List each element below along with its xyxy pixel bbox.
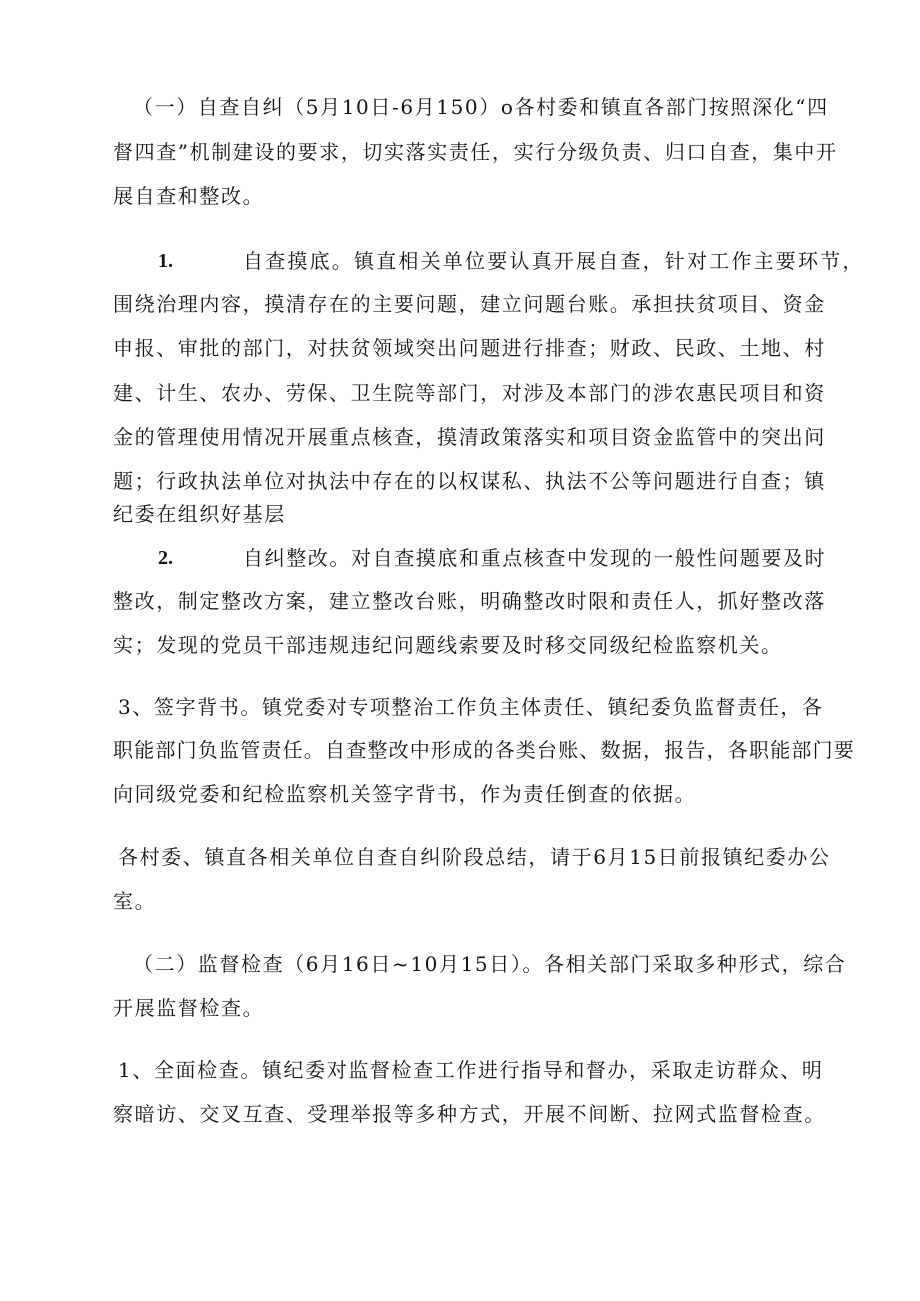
- item3-line-2: 职能部门负监管责任。自查整改中形成的各类台账、数据，报告，各职能部门要: [113, 738, 855, 762]
- section2-line-2: 开展监督检查。: [113, 996, 265, 1020]
- item1-line-1: 自查摸底。镇直相关单位要认真开展自查，针对工作主要环节，: [243, 249, 865, 273]
- summary-line-1: 各村委、镇直各相关单位自查自纠阶段总结，请于6月15日前报镇纪委办公: [118, 845, 831, 869]
- item1-number: 1.: [158, 250, 173, 272]
- section1-line-3: 展自查和整改。: [113, 184, 265, 208]
- item1-line-6: 题；行政执法单位对执法中存在的以权谋私、执法不公等问题进行自查；镇: [113, 469, 826, 493]
- item1-line-7: 纪委在组织好基层: [113, 502, 286, 526]
- item2-number: 2.: [158, 547, 173, 569]
- section1-line-1: （一）自查自纠（5月10日-6月150）o各村委和镇直各部门按照深化“四: [133, 95, 829, 119]
- item4-line-2: 察暗访、交叉互查、受理举报等多种方式，开展不间断、拉网式监督检查。: [113, 1102, 826, 1126]
- item1-line-2: 围绕治理内容，摸清存在的主要问题，建立问题台账。承担扶贫项目、资金: [113, 292, 826, 316]
- section2-line-1: （二）监督检查（6月16日~10月15日）。各相关部门采取多种形式，综合: [133, 952, 847, 976]
- item1-line-5: 金的管理使用情况开展重点核查，摸清政策落实和项目资金监管中的突出问: [113, 425, 826, 449]
- item1-line-3: 申报、审批的部门，对扶贫领域突出问题进行排查；财政、民政、土地、村: [113, 336, 826, 360]
- summary-line-2: 室。: [113, 889, 157, 913]
- item2-line-3: 实；发现的党员干部违规违纪问题线索要及时移交同级纪检监察机关。: [113, 633, 783, 657]
- item2-line-2: 整改，制定整改方案，建立整改台账，明确整改时限和责任人，抓好整改落: [113, 589, 826, 613]
- section1-line-2: 督四查”机制建设的要求，切实落实责任，实行分级负责、归口自查，集中开: [113, 140, 838, 164]
- item1-line-4: 建、计生、农办、劳保、卫生院等部门，对涉及本部门的涉农惠民项目和资: [113, 381, 826, 405]
- item3-line-3: 向同级党委和纪检监察机关签字背书，作为责任倒查的依据。: [113, 782, 697, 806]
- item3-line-1: 3、签字背书。镇党委对专项整治工作负主体责任、镇纪委负监督责任，各: [118, 695, 824, 719]
- item4-line-1: 1、全面检查。镇纪委对监督检查工作进行指导和督办，采取走访群众、明: [118, 1058, 824, 1082]
- item2-line-1: 自纠整改。对自查摸底和重点核查中发现的一般性问题要及时: [243, 546, 827, 570]
